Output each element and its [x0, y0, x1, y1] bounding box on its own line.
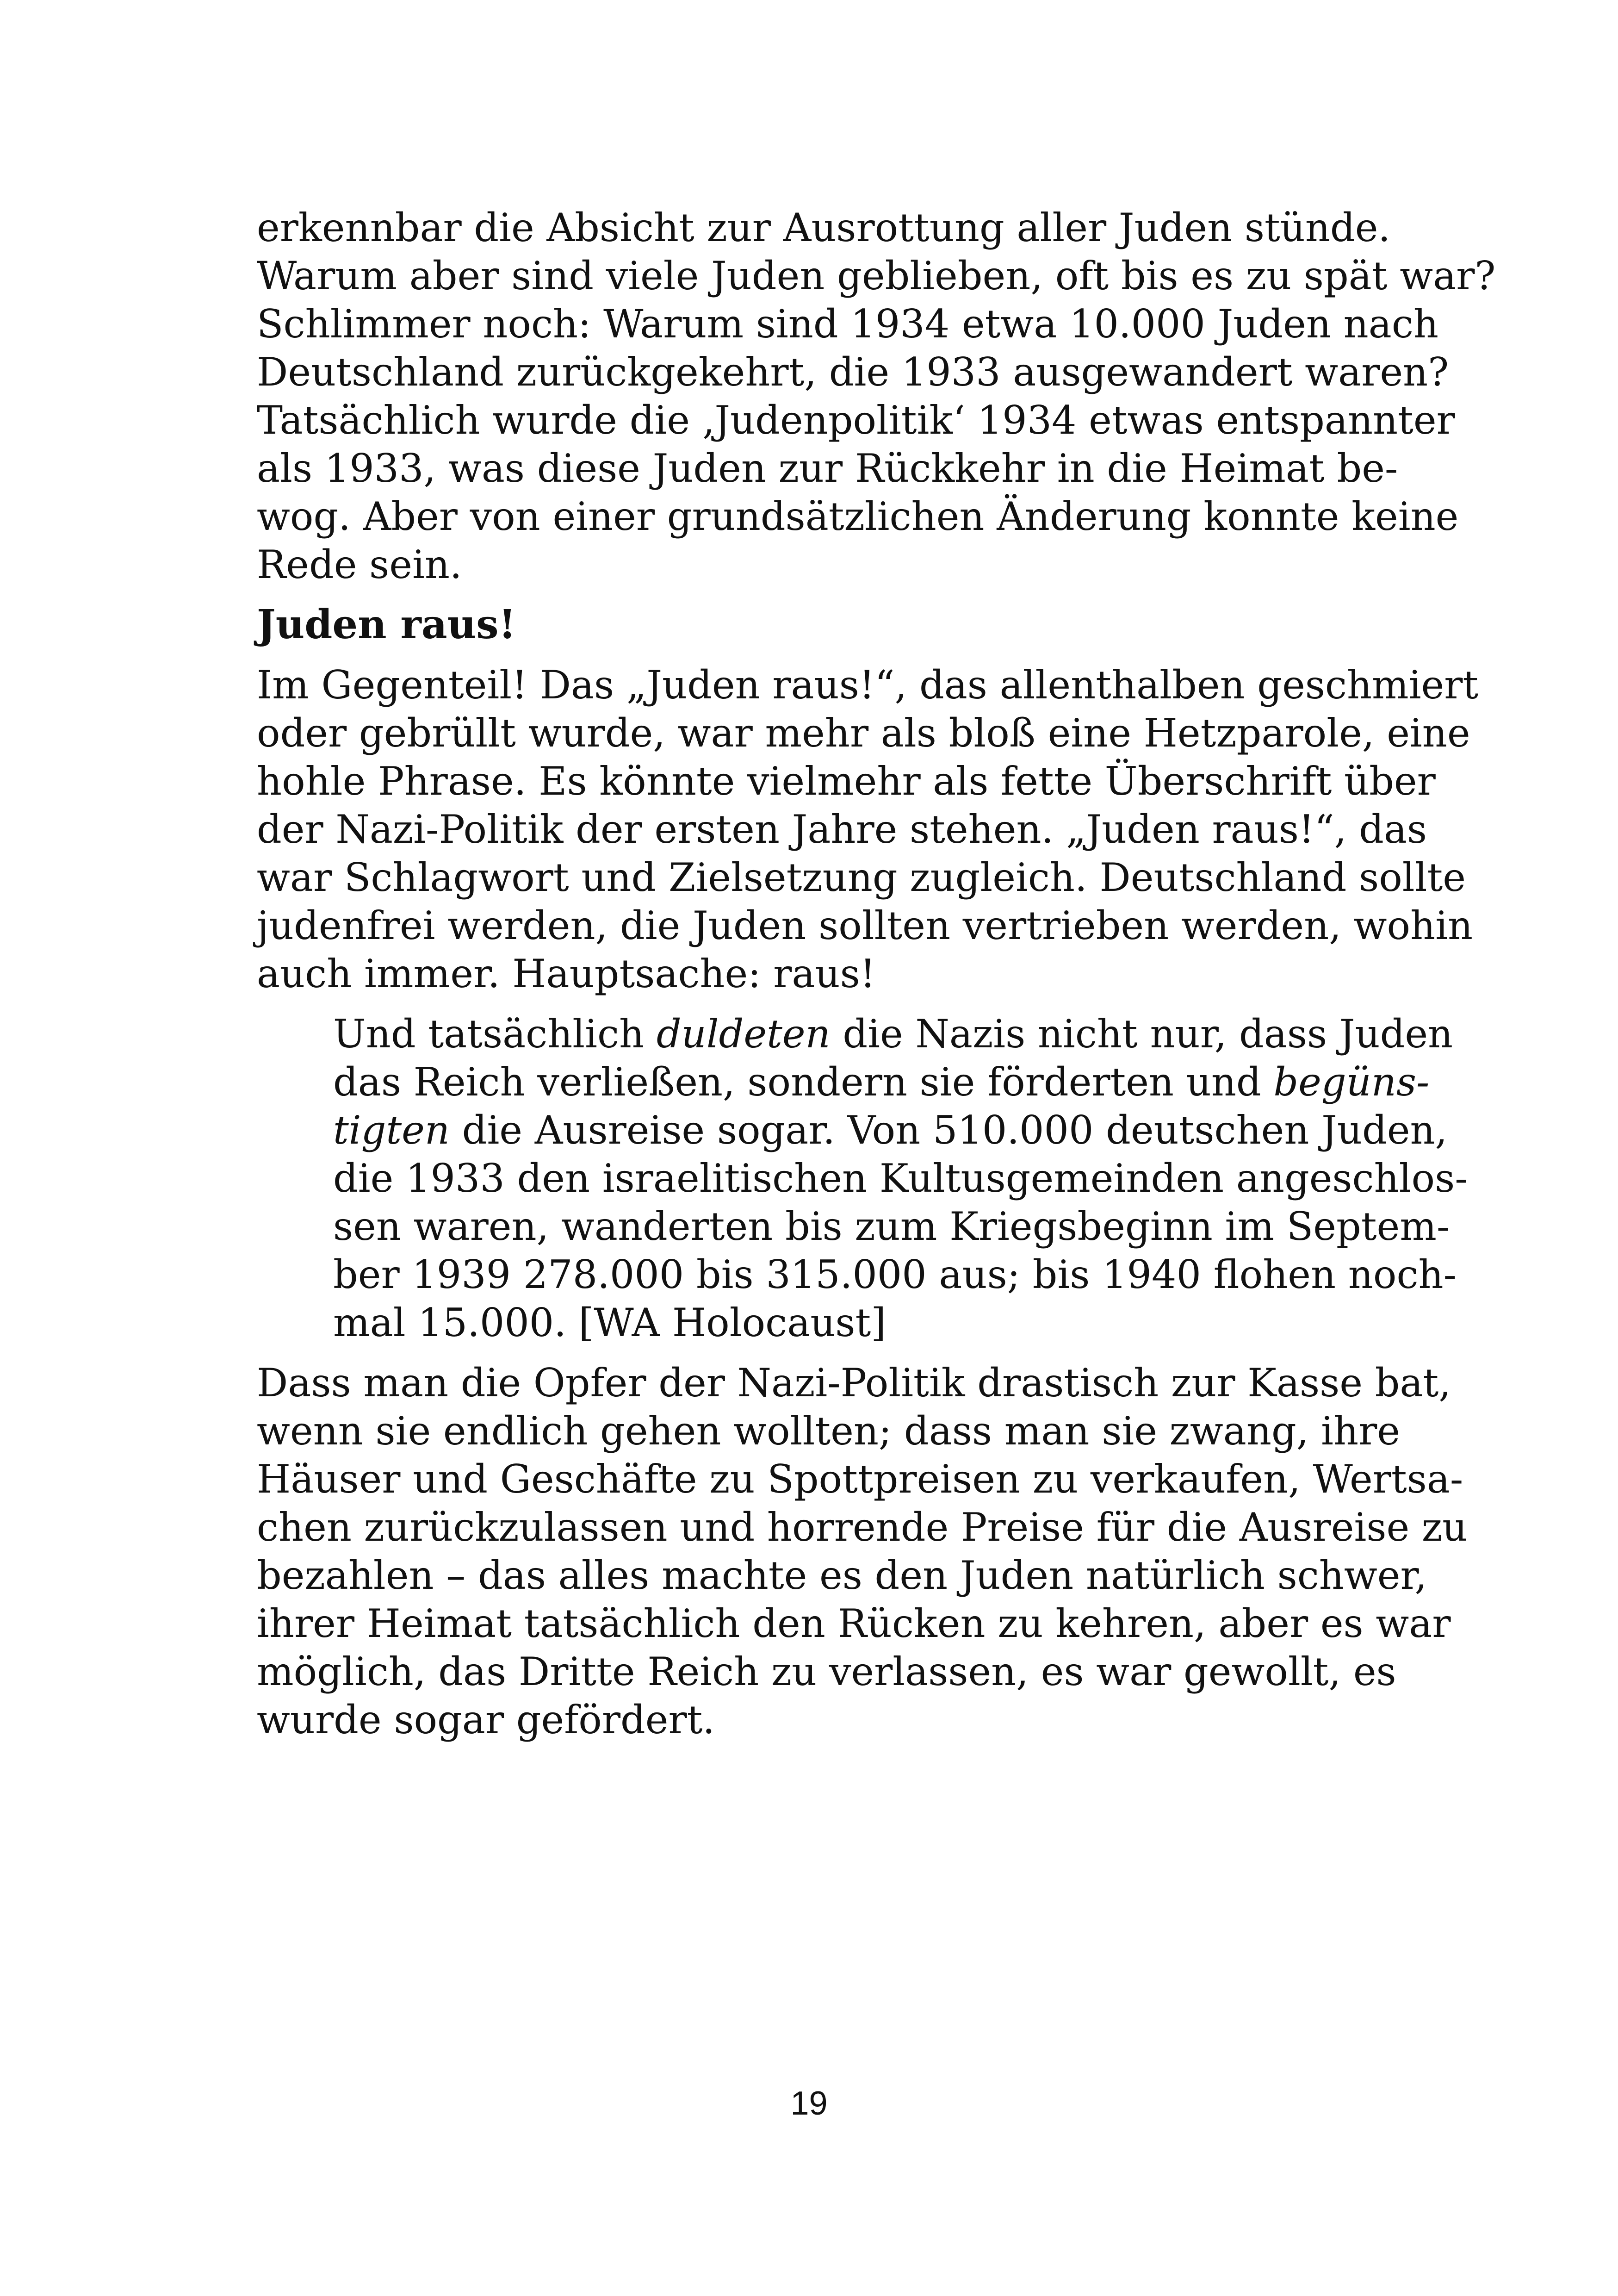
quote-emphasis: begüns-: [1273, 1059, 1430, 1105]
text-line: bezahlen – das alles machte es den Juden natürlich schwer,: [257, 1553, 1427, 1598]
quote-line: mal 15.000. [WA Holocaust]: [333, 1300, 886, 1345]
text-line: wurde sogar gefördert.: [257, 1697, 715, 1742]
text-line: war Schlagwort und Zielsetzung zugleich. Deutschland sollte: [257, 855, 1466, 900]
quote-text: das Reich verließen, sondern sie förderten und: [333, 1059, 1274, 1105]
text-line: judenfrei werden, die Juden sollten vertrieben werden, wohin: [257, 903, 1473, 948]
section-heading: Juden raus!: [257, 601, 516, 648]
quote-line: [333, 1058, 1430, 1106]
text-line: der Nazi-Politik der ersten Jahre stehen. „Juden raus!“, das: [257, 807, 1427, 852]
text-line: Häuser und Geschäfte zu Spottpreisen zu verkaufen, Wertsa-: [257, 1456, 1463, 1502]
text-line: chen zurückzulassen und horrende Preise für die Ausreise zu: [257, 1505, 1468, 1550]
quote-line: sen waren, wanderten bis zum Kriegsbeginn im Septem-: [333, 1204, 1450, 1249]
block-quote: [333, 1010, 1468, 1347]
text-line: hohle Phrase. Es könnte vielmehr als fette Überschrift über: [257, 759, 1436, 804]
page-number: 19: [790, 2085, 828, 2122]
text-line: Dass man die Opfer der Nazi-Politik drastisch zur Kasse bat,: [257, 1360, 1451, 1406]
text-line: Warum aber sind viele Juden geblieben, oft bis es zu spät war?: [257, 253, 1496, 299]
quote-line: ber 1939 278.000 bis 315.000 aus; bis 1940 flohen noch-: [333, 1252, 1457, 1297]
quote-emphasis: duldeten: [656, 1011, 831, 1057]
text-line: Im Gegenteil! Das „Juden raus!“, das allenthalben geschmiert: [257, 662, 1479, 708]
text-line: möglich, das Dritte Reich zu verlassen, es war gewollt, es: [257, 1649, 1396, 1694]
paragraph-3: [257, 1359, 1468, 1744]
book-page: [257, 204, 1496, 1756]
quote-line: die 1933 den israelitischen Kultusgemeinden angeschlos-: [333, 1156, 1468, 1201]
text-line: ihrer Heimat tatsächlich den Rücken zu kehren, aber es war: [257, 1601, 1451, 1646]
quote-emphasis: tigten: [333, 1108, 450, 1153]
text-line: wenn sie endlich gehen wollten; dass man sie zwang, ihre: [257, 1408, 1400, 1454]
quote-text: Und tatsächlich: [333, 1011, 657, 1057]
text-line: Tatsächlich wurde die ‚Judenpolitik‘ 1934 etwas entspannter: [257, 398, 1455, 443]
text-line: Rede sein.: [257, 542, 462, 587]
quote-line: [333, 1010, 1453, 1058]
text-line: oder gebrüllt wurde, war mehr als bloß eine Hetzparole, eine: [257, 710, 1470, 756]
text-line: als 1933, was diese Juden zur Rückkehr in die Heimat be-: [257, 446, 1398, 491]
text-line: erkennbar die Absicht zur Ausrottung aller Juden stünde.: [257, 205, 1391, 250]
text-line: Deutschland zurückgekehrt, die 1933 ausgewandert waren?: [257, 349, 1449, 395]
quote-text: die Ausreise sogar. Von 510.000 deutschen Juden,: [449, 1108, 1448, 1153]
quote-line: [333, 1106, 1448, 1154]
text-line: wog. Aber von einer grundsätzlichen Änderung konnte keine: [257, 494, 1459, 539]
quote-text: die Nazis nicht nur, dass Juden: [830, 1011, 1453, 1057]
text-line: auch immer. Hauptsache: raus!: [257, 951, 876, 996]
text-line: Schlimmer noch: Warum sind 1934 etwa 10.000 Juden nach: [257, 301, 1439, 347]
paragraph-2: [257, 661, 1479, 998]
paragraph-1: [257, 204, 1496, 589]
